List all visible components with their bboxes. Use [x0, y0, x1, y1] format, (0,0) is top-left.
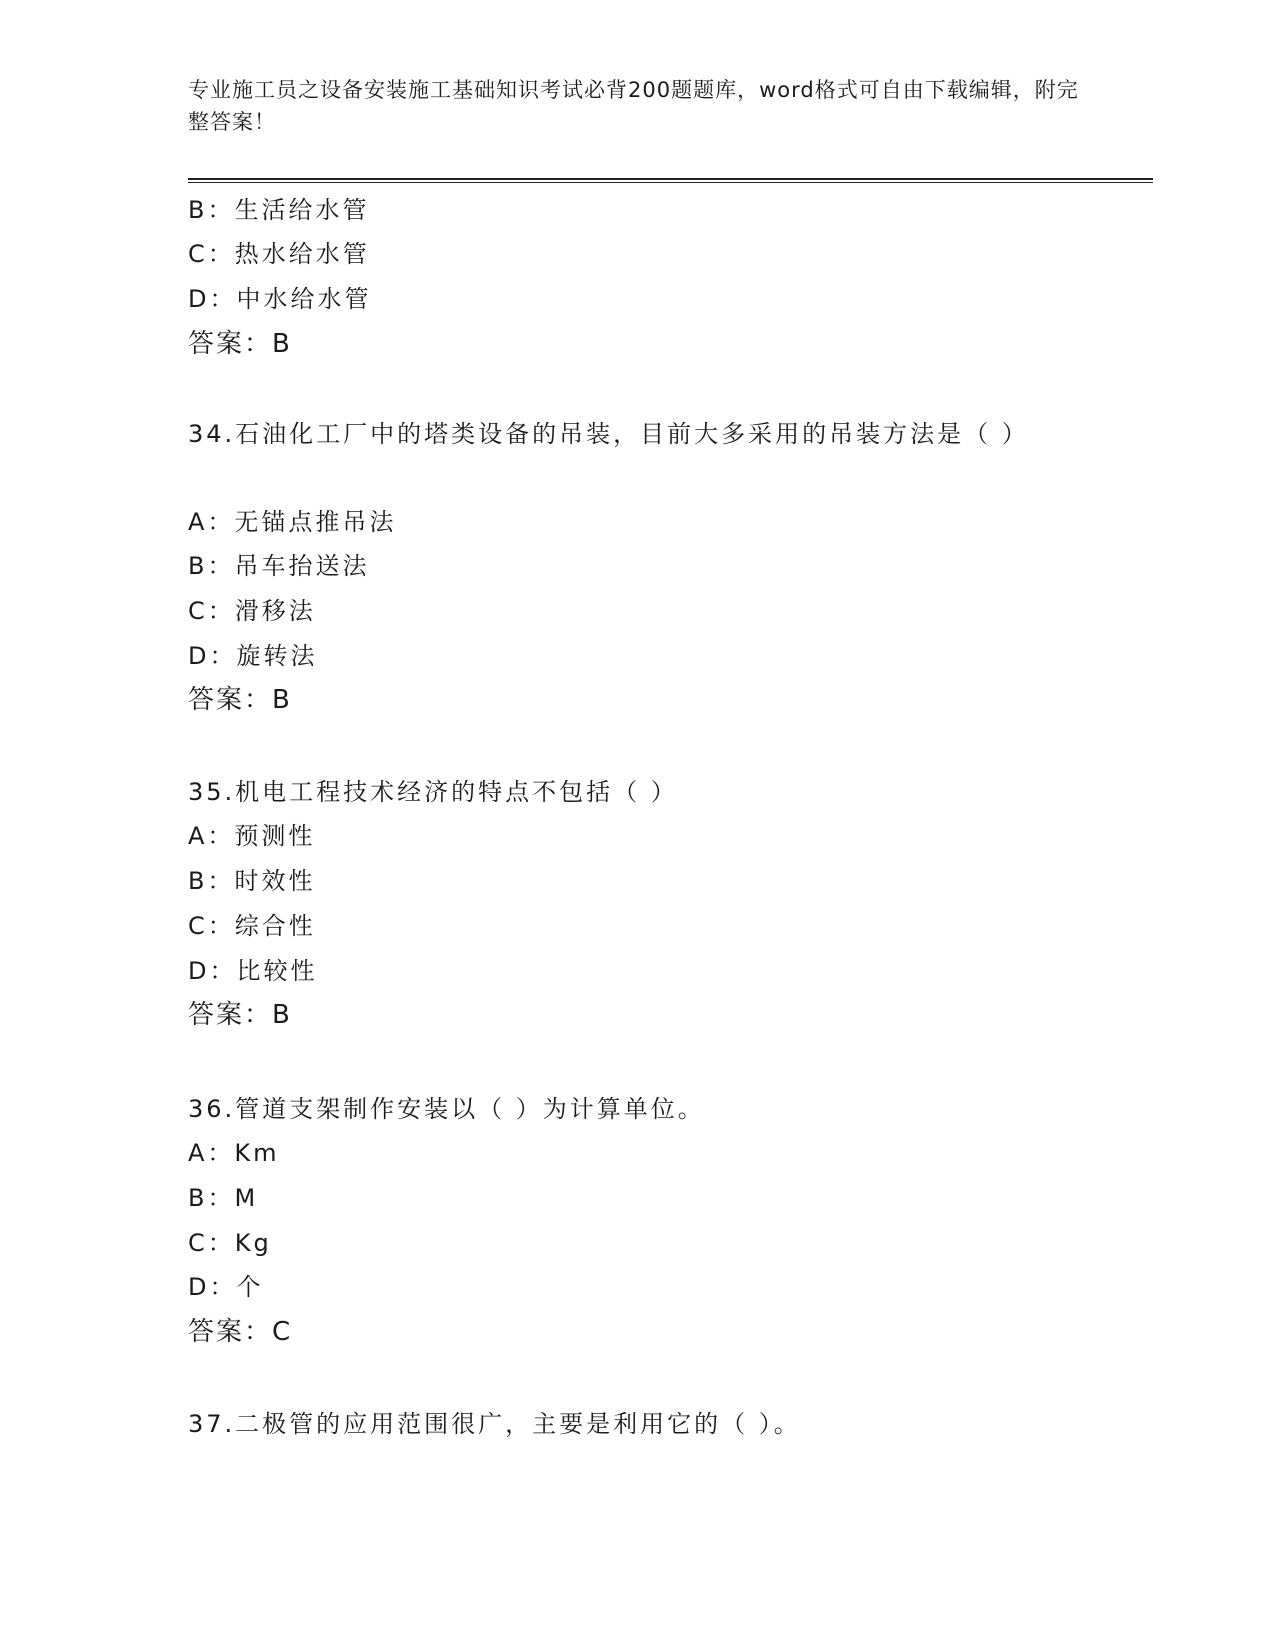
option-d: D：个 — [188, 1273, 264, 1301]
header-divider — [188, 178, 1153, 183]
option-b: B：生活给水管 — [188, 196, 370, 224]
option-c: C：Kg — [188, 1229, 272, 1257]
option-a: A：预测性 — [188, 822, 316, 850]
option-a: A：Km — [188, 1139, 280, 1167]
answer: 答案：B — [188, 685, 292, 715]
question-stem: 34.石油化工厂中的塔类设备的吊装，目前大多采用的吊装方法是（ ） — [188, 420, 1029, 448]
option-c: C：滑移法 — [188, 597, 316, 625]
option-b: B：时效性 — [188, 867, 316, 895]
answer: 答案：C — [188, 1317, 293, 1347]
option-b: B：M — [188, 1184, 259, 1212]
option-d: D：中水给水管 — [188, 285, 372, 313]
page-header: 专业施工员之设备安装施工基础知识考试必背200题题库，word格式可自由下载编辑，附完整答案！ — [188, 78, 1079, 134]
question-stem: 37.二极管的应用范围很广，主要是利用它的（ ）。 — [188, 1410, 801, 1438]
option-c: C：综合性 — [188, 912, 316, 940]
option-c: C：热水给水管 — [188, 240, 370, 268]
answer: 答案：B — [188, 1000, 292, 1030]
option-b: B：吊车抬送法 — [188, 552, 370, 580]
question-stem: 35.机电工程技术经济的特点不包括（ ） — [188, 778, 678, 806]
answer: 答案：B — [188, 329, 292, 359]
option-d: D：旋转法 — [188, 642, 318, 670]
option-d: D：比较性 — [188, 957, 318, 985]
option-a: A：无锚点推吊法 — [188, 508, 397, 536]
question-stem: 36.管道支架制作安装以（ ）为计算单位。 — [188, 1095, 705, 1123]
